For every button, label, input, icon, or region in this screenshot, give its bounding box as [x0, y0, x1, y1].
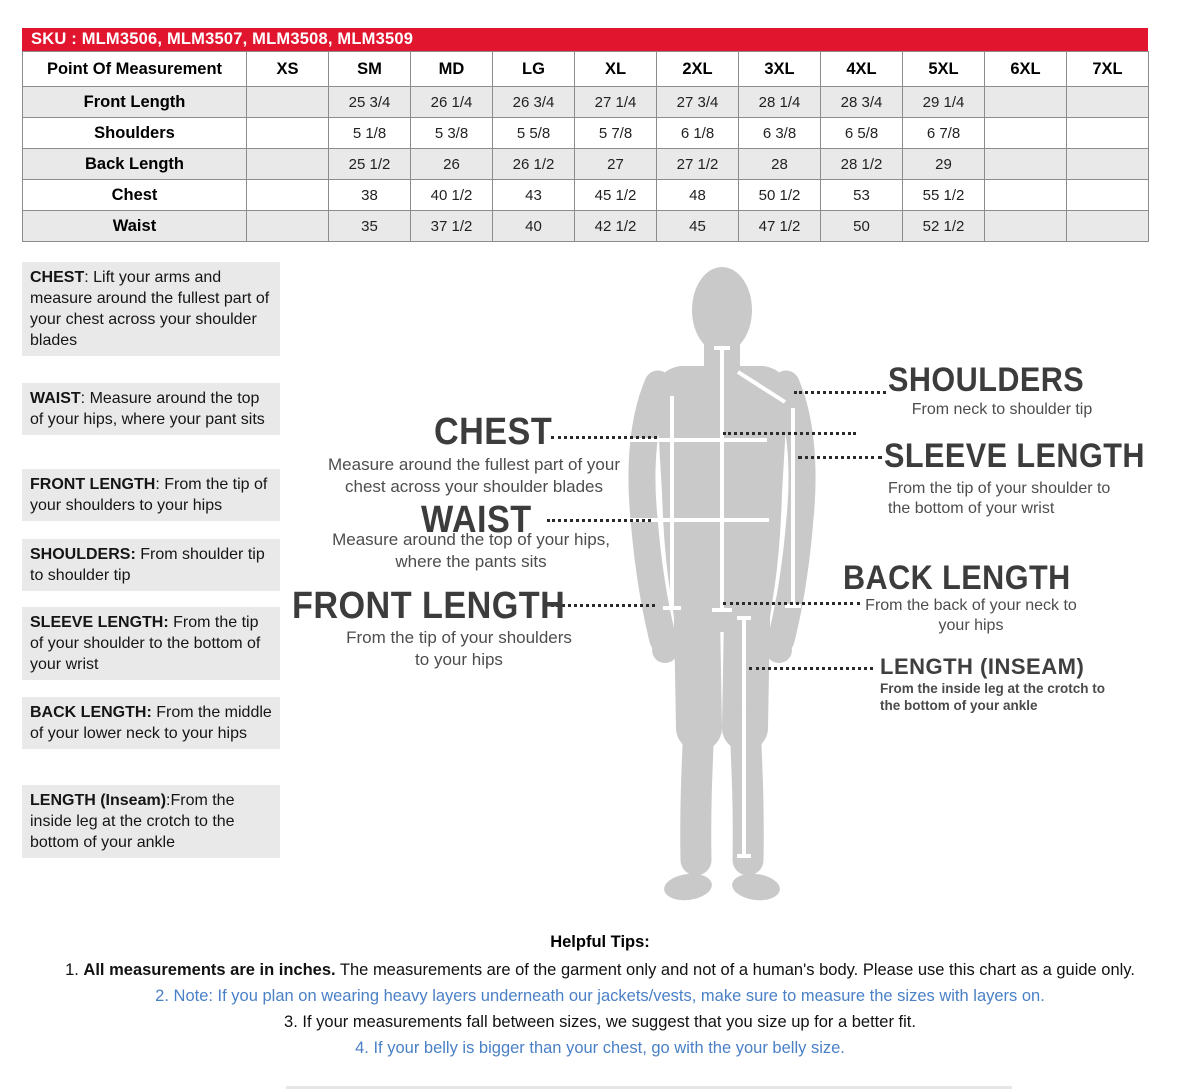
table-row	[23, 180, 1149, 211]
table-row	[23, 211, 1149, 242]
measurement-cell: 50	[821, 211, 903, 242]
row-label: Back Length	[23, 149, 247, 180]
chest-label: CHEST	[434, 411, 553, 453]
back-length-connector-line	[723, 602, 860, 605]
measurement-cell: 25 1/2	[329, 149, 411, 180]
measurement-cell: 38	[329, 180, 411, 211]
measurement-cell: 52 1/2	[903, 211, 985, 242]
shoulders-label: SHOULDERS	[888, 361, 1085, 399]
row-label: Chest	[23, 180, 247, 211]
body-silhouette	[595, 258, 875, 908]
definition-block: WAIST: Measure around the top of your hips, where your pant sits	[22, 383, 280, 435]
measurement-cell	[985, 118, 1067, 149]
row-label: Front Length	[23, 87, 247, 118]
measurement-cell	[1067, 149, 1149, 180]
measurement-cell: 26 1/2	[493, 149, 575, 180]
measurement-cell: 45 1/2	[575, 180, 657, 211]
sleeve-length-label-desc: From the tip of your shoulder to the bottom of your wrist	[888, 480, 1111, 517]
measurement-cell: 29	[903, 149, 985, 180]
size-table-header-row	[23, 52, 1149, 87]
size-table	[22, 51, 1149, 242]
measurement-cell: 6 5/8	[821, 118, 903, 149]
measurement-cell: 28 1/4	[739, 87, 821, 118]
column-header: 4XL	[821, 52, 903, 87]
measurement-cell: 28	[739, 149, 821, 180]
helpful-tips	[0, 933, 1200, 1065]
left-arm-shape	[642, 384, 663, 640]
chest-connector-line	[551, 436, 657, 439]
back-length-label-desc: From the back of your neck to your hips	[865, 597, 1077, 634]
measurement-cell	[985, 211, 1067, 242]
measurement-cell: 27 1/4	[575, 87, 657, 118]
measurement-cell: 6 7/8	[903, 118, 985, 149]
waist-connector-line	[547, 519, 651, 522]
measurement-cell	[247, 118, 329, 149]
inseam-connector-line	[749, 667, 873, 670]
measurement-cell	[1067, 211, 1149, 242]
waist-label: WAIST	[421, 499, 532, 541]
row-label: Shoulders	[23, 118, 247, 149]
column-header: 5XL	[903, 52, 985, 87]
inseam-label-desc: From the inside leg at the crotch to the bottom of your ankle	[880, 681, 1106, 713]
tips-title: Helpful Tips:	[550, 933, 650, 951]
column-header: SM	[329, 52, 411, 87]
measurement-cell: 47 1/2	[739, 211, 821, 242]
waist-label-desc: Measure around the top of your hips, where the pants sits	[332, 530, 610, 571]
bottom-divider	[286, 1086, 1012, 1089]
tips-list	[0, 961, 1200, 1058]
measurement-cell: 25 3/4	[329, 87, 411, 118]
measurement-cell: 5 3/8	[411, 118, 493, 149]
column-header: 2XL	[657, 52, 739, 87]
column-header: LG	[493, 52, 575, 87]
measurement-cell: 26 3/4	[493, 87, 575, 118]
tip-item: 1. All measurements are in inches. The measurements are of the garment only and not of a human's body. Please use this chart as a guide only.	[65, 961, 1135, 979]
measurement-cell: 53	[821, 180, 903, 211]
inseam-label: LENGTH (INSEAM)	[880, 654, 1085, 679]
front-length-connector-line	[551, 604, 655, 607]
measurement-cell: 37 1/2	[411, 211, 493, 242]
right-hand-shape	[766, 637, 792, 663]
chest-right-connector-line	[723, 432, 856, 435]
measurement-cell	[985, 180, 1067, 211]
measurement-cell: 42 1/2	[575, 211, 657, 242]
front-length-label-desc: From the tip of your shoulders to your hips	[346, 628, 572, 669]
definition-block: SHOULDERS: From shoulder tip to shoulder tip	[22, 539, 280, 591]
measurement-cell: 27	[575, 149, 657, 180]
table-row	[23, 118, 1149, 149]
measurement-cell	[1067, 118, 1149, 149]
measurement-cell: 55 1/2	[903, 180, 985, 211]
sleeve-connector-line	[798, 456, 882, 459]
definition-block: CHEST: Lift your arms and measure around the fullest part of your chest across your shoulder blades	[22, 262, 280, 356]
measurement-cell: 43	[493, 180, 575, 211]
measurement-cell: 27 1/2	[657, 149, 739, 180]
measurement-cell	[247, 87, 329, 118]
measurement-cell	[247, 180, 329, 211]
tip-item: 4. If your belly is bigger than your chest, go with the your belly size.	[355, 1039, 845, 1057]
measurement-cell	[1067, 87, 1149, 118]
left-foot-shape	[663, 871, 714, 903]
table-row	[23, 149, 1149, 180]
sku-bar: SKU : MLM3506, MLM3507, MLM3508, MLM3509	[22, 28, 1148, 51]
measurement-cell	[985, 87, 1067, 118]
measurement-cell: 35	[329, 211, 411, 242]
sleeve-length-label: SLEEVE LENGTH	[884, 437, 1145, 475]
measurement-cell: 27 3/4	[657, 87, 739, 118]
measurement-cell: 6 3/8	[739, 118, 821, 149]
measurement-cell: 50 1/2	[739, 180, 821, 211]
measurement-cell: 40	[493, 211, 575, 242]
measurement-cell: 5 7/8	[575, 118, 657, 149]
column-header: 7XL	[1067, 52, 1149, 87]
front-length-label: FRONT LENGTH	[292, 585, 566, 627]
back-length-label: BACK LENGTH	[843, 559, 1071, 597]
measurement-cell: 45	[657, 211, 739, 242]
measurement-cell	[1067, 180, 1149, 211]
definition-block: LENGTH (Inseam):From the inside leg at the crotch to the bottom of your ankle	[22, 785, 280, 858]
chest-label-desc: Measure around the fullest part of your chest across your shoulder blades	[328, 455, 620, 496]
row-label: Waist	[23, 211, 247, 242]
measurement-cell: 29 1/4	[903, 87, 985, 118]
measurement-cell: 26	[411, 149, 493, 180]
column-header: 3XL	[739, 52, 821, 87]
measurement-cell	[247, 211, 329, 242]
measurement-cell: 5 1/8	[329, 118, 411, 149]
column-header: 6XL	[985, 52, 1067, 87]
table-row	[23, 87, 1149, 118]
measurement-cell: 26 1/4	[411, 87, 493, 118]
measurement-cell	[247, 149, 329, 180]
size-table-body	[23, 87, 1149, 242]
measurement-cell: 28 3/4	[821, 87, 903, 118]
measurement-cell: 6 1/8	[657, 118, 739, 149]
left-calf-shape	[696, 723, 699, 860]
column-header: Point Of Measurement	[23, 52, 247, 87]
measurement-cell: 40 1/2	[411, 180, 493, 211]
measurement-cell: 5 5/8	[493, 118, 575, 149]
shoulders-connector-line	[794, 391, 886, 394]
left-hand-shape	[652, 637, 678, 663]
measurement-cell: 48	[657, 180, 739, 211]
column-header: XL	[575, 52, 657, 87]
tip-item: 2. Note: If you plan on wearing heavy layers underneath our jackets/vests, make sure to measure the sizes with layers on.	[155, 987, 1045, 1005]
tip-item: 3. If your measurements fall between sizes, we suggest that you size up for a better fit.	[284, 1013, 916, 1031]
measurement-cell: 28 1/2	[821, 149, 903, 180]
definition-block: FRONT LENGTH: From the tip of your shoulders to your hips	[22, 469, 280, 521]
column-header: MD	[411, 52, 493, 87]
definition-block: BACK LENGTH: From the middle of your lower neck to your hips	[22, 697, 280, 749]
measurement-cell	[985, 149, 1067, 180]
definition-block: SLEEVE LENGTH: From the tip of your shoulder to the bottom of your wrist	[22, 607, 280, 680]
shoulders-label-desc: From neck to shoulder tip	[911, 401, 1093, 418]
right-foot-shape	[731, 871, 782, 903]
column-header: XS	[247, 52, 329, 87]
